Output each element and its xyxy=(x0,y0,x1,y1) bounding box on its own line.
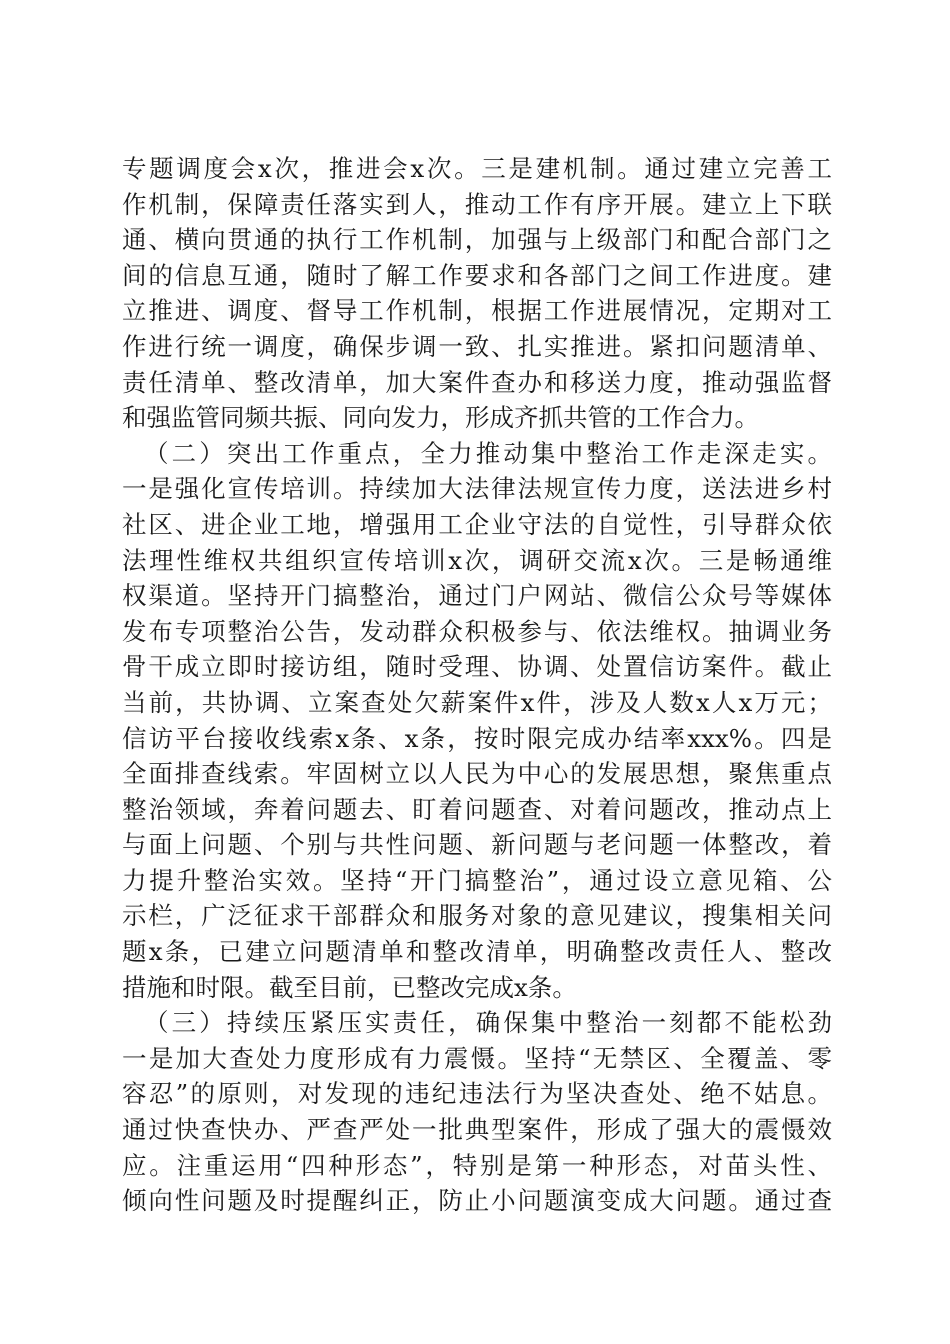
text-line: 间的信息互通，随时了解工作要求和各部门之间工作进度。建 xyxy=(122,260,832,290)
text-line: 当前，共协调、立案查处欠薪案件x件，涉及人数x人x万元； xyxy=(122,687,832,717)
text-line: 立推进、调度、督导工作机制，根据工作进展情况，定期对工 xyxy=(122,296,832,326)
text-line: 通、横向贯通的执行工作机制，加强与上级部门和配合部门之 xyxy=(122,225,832,255)
text-line: 信访平台接收线索x条、x条，按时限完成办结率xxx%。四是 xyxy=(122,723,832,753)
text-line: 专题调度会x次，推进会x次。三是建机制。通过建立完善工 xyxy=(122,154,832,183)
text-line: 题x条，已建立问题清单和整改清单，明确整改责任人、整改 xyxy=(122,937,832,967)
text-line: 力提升整治实效。坚持“开门搞整治”，通过设立意见箱、公 xyxy=(122,865,832,895)
text-line: 发布专项整治公告，发动群众积极参与、依法维权。抽调业务 xyxy=(122,616,832,646)
text-line: 和强监管同频共振、同向发力，形成齐抓共管的工作合力。 xyxy=(122,403,759,433)
text-line: 社区、进企业工地，增强用工企业守法的自觉性，引导群众依 xyxy=(122,509,832,539)
text-line: 责任清单、整改清单，加大案件查办和移送力度，推动强监督 xyxy=(122,367,832,397)
text-line: 措施和时限。截至目前，已整改完成x条。 xyxy=(122,972,577,1002)
text-line: 通过快查快办、严查严处一批典型案件，形成了强大的震慑效 xyxy=(122,1115,832,1145)
text-line: 与面上问题、个别与共性问题、新问题与老问题一体整改，着 xyxy=(122,830,832,860)
text-line: 容忍”的原则，对发现的违纪违法行为坚决查处、绝不姑息。 xyxy=(122,1079,832,1109)
text-line: 作进行统一调度，确保步调一致、扎实推进。紧扣问题清单、 xyxy=(122,331,832,361)
text-line: （二）突出工作重点，全力推动集中整治工作走深走实。 xyxy=(144,438,832,468)
text-line: 倾向性问题及时提醒纠正，防止小问题演变成大问题。通过查 xyxy=(122,1186,832,1216)
text-line: 全面排查线索。牢固树立以人民为中心的发展思想，聚焦重点 xyxy=(122,759,832,789)
text-line: 骨干成立即时接访组，随时受理、协调、处置信访案件。截止 xyxy=(122,652,832,682)
text-line: 作机制，保障责任落实到人，推动工作有序开展。建立上下联 xyxy=(122,189,832,219)
text-line: （三）持续压紧压实责任，确保集中整治一刻都不能松劲 xyxy=(144,1008,832,1038)
text-line: 一是加大查处力度形成有力震慑。坚持“无禁区、全覆盖、零 xyxy=(122,1043,832,1073)
text-line: 法理性维权共组织宣传培训x次，调研交流x次。三是畅通维 xyxy=(122,545,832,575)
text-line: 权渠道。坚持开门搞整治，通过门户网站、微信公众号等媒体 xyxy=(122,581,832,611)
body-text xyxy=(122,151,832,1219)
text-line: 一是强化宣传培训。持续加大法律法规宣传力度，送法进乡村 xyxy=(122,474,832,504)
text-line: 应。注重运用“四种形态”，特别是第一种形态，对苗头性、 xyxy=(122,1150,832,1180)
text-line: 示栏，广泛征求干部群众和服务对象的意见建议，搜集相关问 xyxy=(122,901,832,931)
text-line: 整治领域，奔着问题去、盯着问题查、对着问题改，推动点上 xyxy=(122,794,832,824)
